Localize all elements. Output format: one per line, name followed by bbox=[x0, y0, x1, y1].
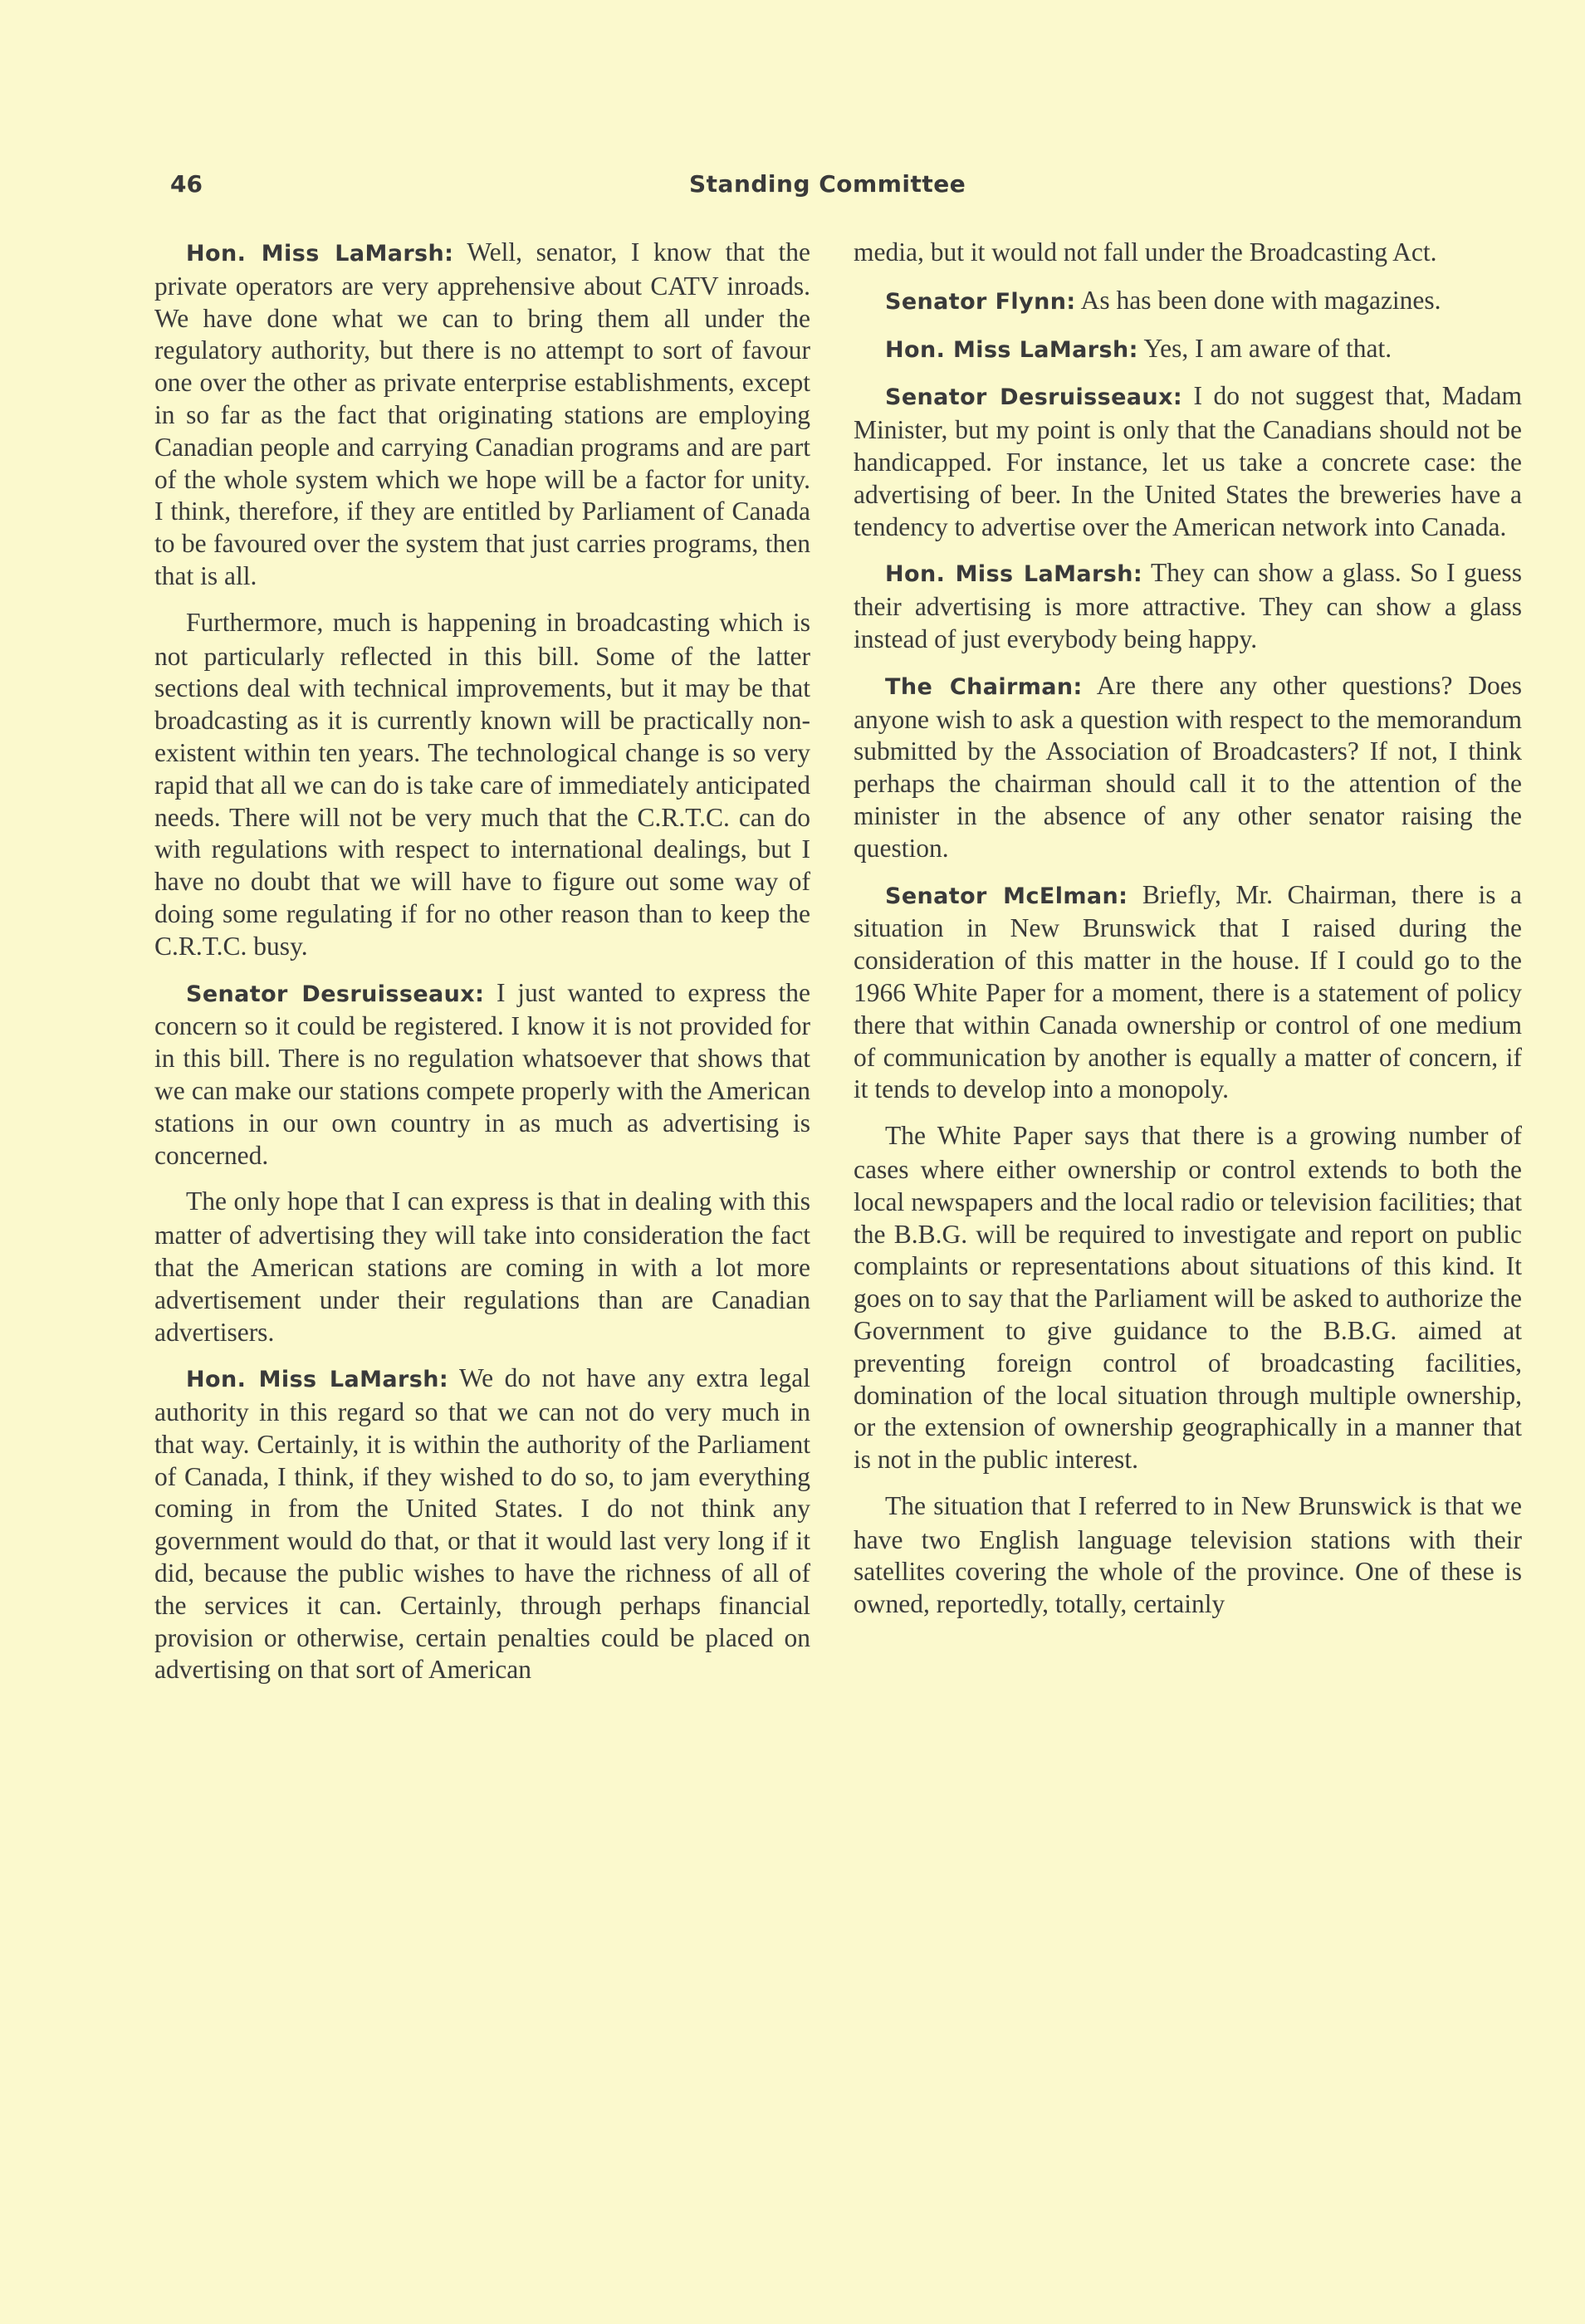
paragraph-text: As has been done with magazines. bbox=[1075, 285, 1441, 315]
paragraph bbox=[154, 977, 810, 1172]
paragraph bbox=[154, 1363, 810, 1686]
paragraph-text: I just wanted to express the concern so it could be registered. I know it is not provided for in this bill. There is no regulation whatsoever that shows that we can make our stations compete properly with the American stations in our own country in as much as advertising is concerned. bbox=[154, 977, 811, 1170]
paragraph-text: Briefly, Mr. Chairman, there is a situation in New Brunswick that I raised during the consideration of this matter in the house. If I could go to the 1966 White Paper for a moment, there is a statement of policy there that within Canada ownership or control of one medium of communication by another is equally a matter of concern, if it tends to develop into a monopoly. bbox=[854, 879, 1523, 1104]
speaker-name: Senator McElman: bbox=[885, 883, 1128, 909]
paragraph-text: They can show a glass. So I guess their advertising is more attractive. They can show a glass instead of just everybody being happy. bbox=[854, 558, 1522, 653]
paragraph bbox=[854, 285, 1522, 319]
speaker-name: Hon. Miss LaMarsh: bbox=[885, 336, 1138, 363]
right-column bbox=[854, 237, 1522, 1635]
speaker-name: The Chairman: bbox=[885, 673, 1083, 700]
speaker-name: Senator Desruisseaux: bbox=[186, 981, 485, 1007]
speaker-name: Hon. Miss LaMarsh: bbox=[885, 561, 1143, 588]
speaker-name: Hon. Miss LaMarsh: bbox=[186, 241, 454, 267]
paragraph bbox=[154, 607, 810, 963]
paragraph bbox=[854, 380, 1522, 543]
paragraph bbox=[854, 879, 1522, 1107]
paragraph bbox=[154, 1186, 810, 1348]
paragraph-text: Furthermore, much is happening in broadcasting which is not particularly reflected in this bill. Some of the latter sections deal with technical improvements, but it may be that broadcasting as it is currently known will be practically non-existent within ten years. The technological change is so very rapid that all we can do is take care of immediately anticipated needs. There will not be very much that the C.R.T.C. can do with regulations with respect to international dealings, but I have no doubt that we will have to figure out some way of doing some regulating if for no other reason than to keep the C.R.T.C. busy. bbox=[154, 607, 810, 961]
paragraph bbox=[854, 333, 1522, 367]
paragraph-text: Yes, I am aware of that. bbox=[1137, 333, 1392, 363]
paragraph bbox=[154, 237, 810, 593]
speaker-name: Senator Flynn: bbox=[885, 288, 1076, 315]
paragraph-text: The situation that I referred to in New Brunswick is that we have two English language television stations with their satellites covering the whole of the province. One of these is owned, reportedly, totally, certainly bbox=[854, 1490, 1522, 1619]
paragraph-text: The only hope that I can express is that in dealing with this matter of advertising they will take into consideration the fact that the American stations are coming in with a lot more advertisement under their regulations than are Canadian advertisers. bbox=[154, 1186, 810, 1347]
page-number: 46 bbox=[170, 170, 203, 198]
paragraph bbox=[854, 237, 1522, 271]
paragraph-text: The White Paper says that there is a growing number of cases where either ownership or control extends to both the local newspapers and the local radio or television facilities; that the B.B.G. will be required to investigate and report on public complaints or representations about situations of this kind. It goes on to say that the Parliament will be asked to authorize the Government to give guidance to the B.B.G. aimed at preventing foreign control of broadcasting facilities, domination of the local situation through multiple ownership, or the extension of ownership geographically in a manner that is not in the public interest. bbox=[854, 1121, 1522, 1475]
paragraph-text: Well, senator, I know that the private operators are very apprehensive about CATV inroads. We have done what we can to bring them all under the regulatory authority, but there is no attempt to sort of favour one over the other as private enterprise establishments, except in so far as the fact that originating stations are employing Canadian people and carrying Canadian programs and are part of the whole system which we hope will be a factor for unity. I think, therefore, if they are entitled by Parliament of Canada to be favoured over the system that just carries programs, then that is all. bbox=[154, 237, 811, 590]
speaker-name: Senator Desruisseaux: bbox=[885, 384, 1183, 411]
page-header bbox=[170, 170, 1540, 212]
paragraph-text: I do not suggest that, Madam Minister, but my point is only that the Canadians should not be handicapped. For instance, let us take a concrete case: the advertising of beer. In the United States the breweries have a tendency to advertise over the American network into Canada. bbox=[854, 381, 1523, 541]
running-title: Standing Committee bbox=[689, 170, 966, 198]
paragraph bbox=[854, 1120, 1522, 1476]
paragraph-text: Are there any other questions? Does anyone wish to ask a question with respect to the memorandum submitted by the Association of Broadcasters? If not, I think perhaps the chairman should call it to the attention of the minister in the absence of any other senator raising the question. bbox=[854, 670, 1522, 863]
speaker-name: Hon. Miss LaMarsh: bbox=[186, 1367, 449, 1393]
left-column bbox=[154, 237, 810, 1700]
paragraph bbox=[854, 1490, 1522, 1621]
paragraph-text: media, but it would not fall under the Broadcasting Act. bbox=[854, 237, 1437, 267]
paragraph bbox=[854, 557, 1522, 655]
paragraph-text: We do not have any extra legal authority in this regard so that we can not do very much in that way. Certainly, it is within the authority of the Parliament of Canada, I think, if they wished to do so, to jam everything coming in from the United States. I do not think any government would do that, or that it would last very long if it did, because the public wishes to have the richness of all of the services it can. Certainly, through perhaps financial provision or otherwise, certain penalties could be placed on advertising on that sort of American bbox=[154, 1363, 810, 1685]
paragraph bbox=[854, 670, 1522, 865]
